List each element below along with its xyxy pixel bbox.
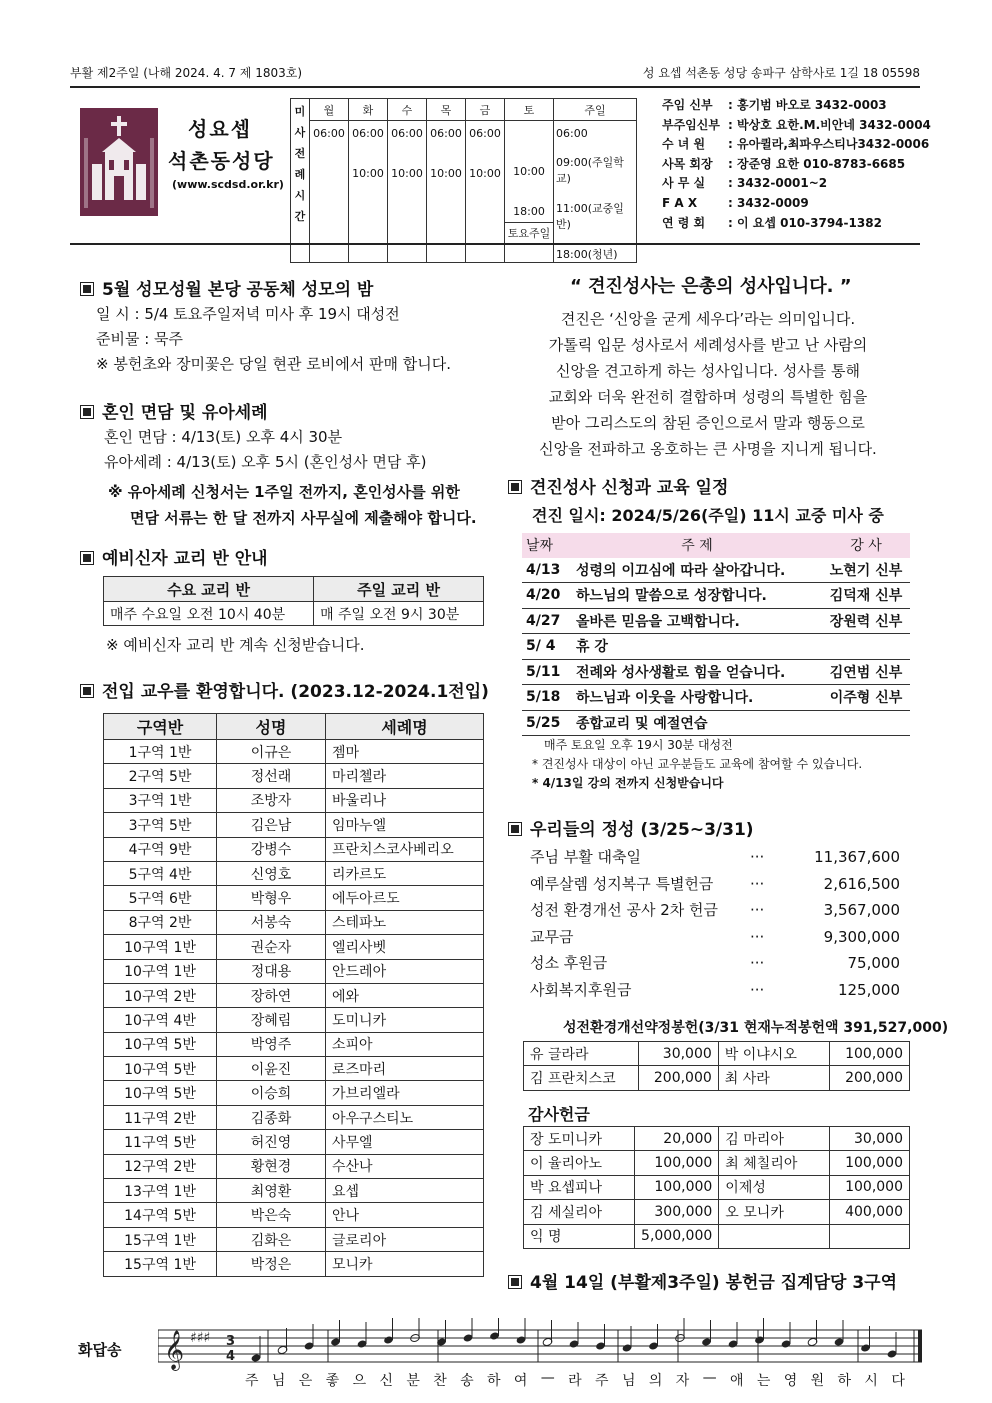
table-row <box>522 685 910 711</box>
table-cell: 10구역 2반 <box>104 983 217 1007</box>
table-row <box>104 1105 484 1129</box>
list-item <box>530 924 900 951</box>
table-row <box>522 659 910 685</box>
table-cell: 14구역 5반 <box>104 1203 217 1227</box>
table-cell: 도미니카 <box>326 1008 484 1032</box>
list-cell: 사회복지후원금 <box>530 980 632 999</box>
svg-text:3: 3 <box>226 1334 236 1349</box>
table-cell: 3구역 5반 <box>104 813 217 837</box>
table-cell: 에두아르도 <box>326 886 484 910</box>
table-cell: 오 모니카 <box>719 1200 830 1224</box>
table-cell: 1구역 1반 <box>104 740 217 764</box>
table-cell: 엘리사벳 <box>326 935 484 959</box>
table-cell <box>719 1224 830 1248</box>
list-cell: ··· <box>750 848 765 866</box>
wedding-note: ※ 유아세례 신청서는 1주일 전까지, 혼인성사를 위한 면담 서류는 한 달 전까지 사무실에 제출해야 합니다. <box>108 483 477 527</box>
table-cell: 젬마 <box>326 740 484 764</box>
confirmation-section-title: 견진성사 신청과 교육 일정 <box>508 473 728 498</box>
table-cell: 김화은 <box>217 1227 326 1251</box>
table-cell: 박 이냐시오 <box>718 1042 829 1066</box>
table-cell: 김덕재 신부 <box>822 583 910 609</box>
lyric-syllable: 찬 <box>433 1373 447 1389</box>
table-cell: 10구역 4반 <box>104 1008 217 1032</box>
table-cell: 최 체칠리아 <box>719 1151 830 1175</box>
table-cell: 프란치스코사베리오 <box>326 837 484 861</box>
table-row <box>104 813 484 837</box>
col-header: 주일 교리 반 <box>314 577 484 602</box>
contact-row: 사 무 실 : 3432-0001~2 <box>662 176 828 191</box>
table-cell: 박은숙 <box>217 1203 326 1227</box>
psalm-lyrics <box>245 1370 905 1390</box>
table-cell: 하느님과 이웃을 사랑합니다. <box>572 685 822 711</box>
table-cell: 강병수 <box>217 837 326 861</box>
table-row <box>522 608 910 634</box>
list-cell: ··· <box>750 980 765 999</box>
table-cell: 박형우 <box>217 886 326 910</box>
table-cell: 김 마리아 <box>719 1127 830 1151</box>
table-row <box>104 1032 484 1056</box>
table-cell: 10구역 1반 <box>104 959 217 983</box>
table-cell <box>822 634 910 660</box>
table-cell: 15구역 1반 <box>104 1252 217 1276</box>
offering-list <box>530 844 900 1003</box>
contact-row: 사목 회장 : 장준영 요한 010-8783-6685 <box>662 156 906 171</box>
quote-title: “ 견진성사는 은총의 성사입니다. ” <box>570 276 852 297</box>
renovation-title: 성전환경개선약정봉헌(3/31 현재누적봉헌액 391,527,000) <box>563 1020 949 1036</box>
list-cell: 9,300,000 <box>823 927 900 946</box>
table-cell: 4/27 <box>522 608 572 634</box>
table-cell: 100,000 <box>635 1151 719 1175</box>
table-cell: 장혜림 <box>217 1008 326 1032</box>
table-cell: 5/25 <box>522 710 572 736</box>
lyric-syllable: 신 <box>379 1373 393 1389</box>
table-row <box>522 583 910 609</box>
list-item <box>530 950 900 977</box>
svg-text:4: 4 <box>226 1349 236 1364</box>
day-thu: 목 <box>427 99 466 121</box>
mass-label: 미 사 전 례 시 간 <box>291 99 310 263</box>
table-row <box>524 1200 910 1224</box>
table-row <box>104 1057 484 1081</box>
table-row <box>524 1127 910 1151</box>
svg-text:𝄞: 𝄞 <box>164 1330 185 1370</box>
table-row <box>104 1154 484 1178</box>
contact-row: F A X : 3432-0009 <box>662 195 809 210</box>
contacts-list <box>662 96 931 233</box>
issue-info: 부활 제2주일 (나해 2024. 4. 7 제 1803호) <box>70 66 303 80</box>
table-cell: 30,000 <box>639 1042 719 1066</box>
lyric-syllable: 하 <box>837 1373 852 1389</box>
table-row <box>104 910 484 934</box>
table-cell: 노현기 신부 <box>822 558 910 583</box>
newcomers-table <box>103 713 484 1277</box>
table-cell: 권순자 <box>217 935 326 959</box>
renovation-table <box>523 1041 910 1091</box>
table-cell: 허진영 <box>217 1130 326 1154</box>
table-row <box>104 935 484 959</box>
list-cell: 성소 후원금 <box>530 954 608 972</box>
mon-times: 06:00 <box>310 121 349 263</box>
table-cell: 이주형 신부 <box>822 685 910 711</box>
table-cell: 5/ 4 <box>522 634 572 660</box>
table-row <box>104 1081 484 1105</box>
table-cell: 이 율리아노 <box>524 1151 635 1175</box>
table-cell: 매주 수요일 오전 10시 40분 <box>104 602 314 626</box>
confirmation-date: 견진 일시: 2024/5/26(주일) 11시 교중 미사 중 <box>532 506 884 525</box>
table-cell: 15구역 1반 <box>104 1227 217 1251</box>
table-cell: 종합교리 및 예절연습 <box>572 710 822 736</box>
tue-times: 06:00 10:00 <box>349 121 388 263</box>
wed-times: 06:00 10:00 <box>388 121 427 263</box>
table-cell: 김 세실리아 <box>524 1200 635 1224</box>
lyric-syllable: 여 <box>513 1373 528 1389</box>
lyric-syllable: 시 <box>864 1373 878 1389</box>
table-cell: 8구역 2반 <box>104 910 217 934</box>
day-fri: 금 <box>466 99 505 121</box>
table-cell: 11구역 5반 <box>104 1130 217 1154</box>
table-row <box>104 1227 484 1251</box>
table-cell: 10구역 5반 <box>104 1081 217 1105</box>
may-section-body: 일 시 : 5/4 토요주일저녁 미사 후 19시 대성전 준비물 : 묵주 ※ 봉헌초와 장미꽃은 당일 현관 로비에서 판매 합니다. <box>96 305 452 373</box>
wedding-section-body: 혼인 면담 : 4/13(토) 오후 4시 30분 유아세례 : 4/13(토) 오후 5시 (혼인성사 면담 후) <box>104 428 427 471</box>
table-cell: 박정은 <box>217 1252 326 1276</box>
table-cell: 정선래 <box>217 764 326 788</box>
table-cell: 4구역 9반 <box>104 837 217 861</box>
table-cell: 요셉 <box>326 1179 484 1203</box>
table-row <box>104 959 484 983</box>
lyric-syllable: 은 <box>298 1373 313 1389</box>
confirmation-notes: 매주 토요일 오후 19시 30분 대성전 * 견진성사 대상이 아닌 교우분들도 교육에 참여할 수 있습니다. * 4/13일 강의 전까지 신청받습니다 <box>532 738 863 790</box>
section-bullet-icon <box>80 282 94 296</box>
lyric-syllable: 님 <box>271 1373 286 1389</box>
table-row <box>104 740 484 764</box>
lyric-syllable: 라 <box>568 1373 582 1389</box>
table-row <box>524 1224 910 1248</box>
list-cell: ··· <box>750 954 765 972</box>
table-cell: 소피아 <box>326 1032 484 1056</box>
table-cell: 5/18 <box>522 685 572 711</box>
table-row <box>524 1151 910 1175</box>
parish-name-line1: 성요셉 <box>188 117 252 141</box>
table-cell: 이윤진 <box>217 1057 326 1081</box>
table-cell: 이제성 <box>719 1175 830 1199</box>
day-wed: 수 <box>388 99 427 121</box>
sat-times: 10:00 18:00 토요주일 <box>505 121 554 263</box>
table-row <box>104 861 484 885</box>
col-header: 날짜 <box>522 533 572 558</box>
church-logo <box>80 108 158 216</box>
table-cell: 200,000 <box>830 1066 910 1090</box>
list-cell: 예루살렘 성지복구 특별헌금 <box>530 874 714 893</box>
mass-schedule-table <box>290 98 637 263</box>
section-bullet-icon <box>80 684 94 698</box>
table-cell: 10구역 5반 <box>104 1057 217 1081</box>
table-row <box>104 1008 484 1032</box>
table-row <box>104 1179 484 1203</box>
col-header: 성명 <box>217 714 326 740</box>
table-cell: 조방자 <box>217 788 326 812</box>
list-item <box>530 977 900 1004</box>
address-info: 성 요셉 석촌동 성당 송파구 삼학사로 1길 18 05598 <box>642 66 920 80</box>
sun-times: 06:00 09:00(주일학교) 11:00(교중일반) 18:00(청년) <box>554 121 637 263</box>
lyric-syllable: 자 <box>675 1373 690 1389</box>
list-cell: 11,367,600 <box>814 848 900 866</box>
list-cell: ··· <box>750 874 765 893</box>
table-cell: 5,000,000 <box>635 1224 719 1248</box>
lyric-syllable: 분 <box>406 1373 420 1389</box>
table-row <box>522 634 910 660</box>
lyric-syllable: 다 <box>891 1373 905 1389</box>
table-cell: 4/13 <box>522 558 572 583</box>
table-cell: 10구역 1반 <box>104 935 217 959</box>
day-sun: 주일 <box>554 99 637 121</box>
table-cell: 로즈마리 <box>326 1057 484 1081</box>
col-header: 세례명 <box>326 714 484 740</box>
table-cell: 전례와 성사생활로 힘을 얻습니다. <box>572 659 822 685</box>
list-cell: 교무금 <box>530 927 574 946</box>
fri-times: 06:00 10:00 <box>466 121 505 263</box>
list-cell: ··· <box>750 927 765 946</box>
quote-body: 견진은 ‘신앙을 굳게 세우다’라는 의미입니다. 가톨릭 입문 성사로서 세례성사를 받고 난 사람의 신앙을 견고하게 하는 성사입니다. 성사를 통해 교회와 더욱 완전히 결합하며 성령의 특별한 힘을 받아 그리스도의 참된 증인으로서 말과 행동으로 신앙을 전파하고 옹호하는 큰 사명을 지니게 됩니다. <box>539 310 877 458</box>
table-row <box>522 558 910 583</box>
table-cell: 400,000 <box>830 1200 910 1224</box>
catechumen-section-title: 예비신자 교리 반 안내 <box>80 544 268 569</box>
table-cell: 12구역 2반 <box>104 1154 217 1178</box>
table-cell: 아우구스티노 <box>326 1105 484 1129</box>
header-rule <box>70 86 920 88</box>
table-cell: 4/20 <box>522 583 572 609</box>
table-cell: 100,000 <box>830 1151 910 1175</box>
table-cell: 유 글라라 <box>524 1042 639 1066</box>
lyric-syllable: 영 <box>783 1373 798 1389</box>
table-cell: 이규은 <box>217 740 326 764</box>
confirmation-schedule <box>522 533 910 736</box>
table-cell <box>830 1224 910 1248</box>
table-cell: 이승희 <box>217 1081 326 1105</box>
table-row <box>104 886 484 910</box>
lyric-syllable: 송 <box>460 1373 474 1389</box>
list-cell: 75,000 <box>847 954 900 972</box>
table-row <box>104 1203 484 1227</box>
contact-row: 연 령 회 : 이 요셉 010-3794-1382 <box>662 215 882 230</box>
thanks-title: 감사헌금 <box>528 1105 590 1124</box>
catechumen-table <box>103 576 484 626</box>
table-row <box>104 788 484 812</box>
section-bullet-icon <box>508 480 522 494</box>
table-row <box>524 1042 910 1066</box>
table-cell: 휴 강 <box>572 634 822 660</box>
list-cell: 주님 부활 대축일 <box>530 848 641 866</box>
table-row <box>104 983 484 1007</box>
table-cell: 박 요셉피나 <box>524 1175 635 1199</box>
table-cell: 2구역 5반 <box>104 764 217 788</box>
table-cell: 바울리나 <box>326 788 484 812</box>
newcomers-section-title: 전입 교우를 환영합니다. (2023.12-2024.1전입) <box>80 677 489 702</box>
collection-title: 4월 14일 (부활제3주일) 봉헌금 집계담당 3구역 <box>508 1268 897 1293</box>
table-cell: 글로리아 <box>326 1227 484 1251</box>
table-cell: 안나 <box>326 1203 484 1227</box>
table-cell <box>822 710 910 736</box>
table-cell: 최 사라 <box>718 1066 829 1090</box>
table-cell: 정대용 <box>217 959 326 983</box>
list-cell: ··· <box>750 901 765 919</box>
lyric-syllable: — <box>702 1370 717 1386</box>
table-cell: 모니카 <box>326 1252 484 1276</box>
table-cell: 수산나 <box>326 1154 484 1178</box>
list-cell: 성전 환경개선 공사 2차 헌금 <box>530 901 719 919</box>
table-cell: 장 도미니카 <box>524 1127 635 1151</box>
list-item <box>530 844 900 871</box>
lyric-syllable: 는 <box>756 1373 771 1389</box>
section-bullet-icon <box>80 551 94 565</box>
list-cell: 2,616,500 <box>823 874 900 893</box>
table-cell: 에와 <box>326 983 484 1007</box>
lyric-syllable: 좋 <box>325 1373 340 1389</box>
table-cell: 하느님의 말씀으로 성장합니다. <box>572 583 822 609</box>
table-cell: 5/11 <box>522 659 572 685</box>
svg-text:♯♯♯: ♯♯♯ <box>190 1330 211 1346</box>
table-cell: 사무엘 <box>326 1130 484 1154</box>
table-row <box>104 1252 484 1276</box>
table-cell: 최영환 <box>217 1179 326 1203</box>
offering-section-title: 우리들의 정성 (3/25~3/31) <box>508 815 754 840</box>
table-cell: 장하연 <box>217 983 326 1007</box>
catechumen-note: ※ 예비신자 교리 반 계속 신청받습니다. <box>106 636 365 654</box>
table-cell: 매 주일 오전 9시 30분 <box>314 602 484 626</box>
may-section-title: 5월 성모성월 본당 공동체 성모의 밤 <box>80 275 373 300</box>
table-cell: 13구역 1반 <box>104 1179 217 1203</box>
table-row <box>522 710 910 736</box>
section-bullet-icon <box>508 1275 522 1289</box>
table-cell: 10구역 5반 <box>104 1032 217 1056</box>
table-cell: 신영호 <box>217 861 326 885</box>
lyric-syllable: 의 <box>648 1373 663 1389</box>
header-line <box>70 64 920 81</box>
table-cell: 성령의 이끄심에 따라 살아갑니다. <box>572 558 822 583</box>
table-cell: 박영주 <box>217 1032 326 1056</box>
table-cell: 김 프란치스코 <box>524 1066 639 1090</box>
table-row <box>104 837 484 861</box>
contact-row: 주임 신부 : 홍기범 바오로 3432-0003 <box>662 98 887 112</box>
day-sat: 토 <box>505 99 554 121</box>
table-row <box>524 1066 910 1090</box>
contact-row: 부주임신부 : 박상호 요한.M.비안네 3432-0004 <box>662 117 931 132</box>
list-cell: 125,000 <box>837 980 900 999</box>
col-header: 구역반 <box>104 714 217 740</box>
table-cell: 100,000 <box>830 1175 910 1199</box>
table-cell: 마리첼라 <box>326 764 484 788</box>
col-header: 수요 교리 반 <box>104 577 314 602</box>
parish-name-line2: 석촌동성당 <box>168 149 275 173</box>
table-cell: 김종화 <box>217 1105 326 1129</box>
lyric-syllable: 원 <box>810 1373 825 1389</box>
thu-times: 06:00 10:00 <box>427 121 466 263</box>
table-cell: 100,000 <box>830 1042 910 1066</box>
day-tue: 화 <box>349 99 388 121</box>
wedding-section-title: 혼인 면담 및 유아세례 <box>80 398 268 423</box>
table-cell: 300,000 <box>635 1200 719 1224</box>
lyric-syllable: 으 <box>352 1373 367 1389</box>
table-cell: 김연범 신부 <box>822 659 910 685</box>
table-cell: 3구역 1반 <box>104 788 217 812</box>
table-row <box>524 1175 910 1199</box>
table-cell: 김은남 <box>217 813 326 837</box>
list-cell: 3,567,000 <box>823 901 900 919</box>
lyric-syllable: 애 <box>729 1373 744 1389</box>
parish-url: (www.scdsd.or.kr) <box>172 178 284 191</box>
contact-row: 수 녀 원 : 유아퀼라,최파우스티나3432-0006 <box>662 137 930 152</box>
table-cell: 익 명 <box>524 1224 635 1248</box>
psalm-label: 화답송 <box>78 1341 122 1359</box>
table-cell: 리카르도 <box>326 861 484 885</box>
table-cell: 11구역 2반 <box>104 1105 217 1129</box>
table-cell: 임마누엘 <box>326 813 484 837</box>
table-cell: 200,000 <box>639 1066 719 1090</box>
lyric-syllable: — <box>540 1370 555 1386</box>
table-cell: 올바른 믿음을 고백합니다. <box>572 608 822 634</box>
table-row <box>104 764 484 788</box>
day-mon: 월 <box>310 99 349 121</box>
section-bullet-icon <box>80 405 94 419</box>
table-row <box>104 1130 484 1154</box>
table-cell: 5구역 4반 <box>104 861 217 885</box>
lyric-syllable: 하 <box>487 1373 501 1389</box>
table-cell: 스테파노 <box>326 910 484 934</box>
table-cell: 20,000 <box>635 1127 719 1151</box>
list-item <box>530 897 900 924</box>
lyric-syllable: 주 <box>595 1373 609 1389</box>
psalm-staff <box>158 1318 924 1374</box>
table-cell: 100,000 <box>635 1175 719 1199</box>
lyric-syllable: 주 <box>245 1373 259 1389</box>
col-header: 강 사 <box>822 533 910 558</box>
table-cell: 30,000 <box>830 1127 910 1151</box>
section-rule <box>70 243 920 245</box>
lyric-syllable: 님 <box>621 1373 636 1389</box>
table-cell: 서봉숙 <box>217 910 326 934</box>
col-header: 주 제 <box>572 533 822 558</box>
section-bullet-icon <box>508 822 522 836</box>
table-cell: 장원력 신부 <box>822 608 910 634</box>
table-cell: 5구역 6반 <box>104 886 217 910</box>
table-cell: 황현경 <box>217 1154 326 1178</box>
thanks-table <box>523 1126 910 1249</box>
table-cell: 안드레아 <box>326 959 484 983</box>
list-item <box>530 871 900 898</box>
table-cell: 가브리엘라 <box>326 1081 484 1105</box>
